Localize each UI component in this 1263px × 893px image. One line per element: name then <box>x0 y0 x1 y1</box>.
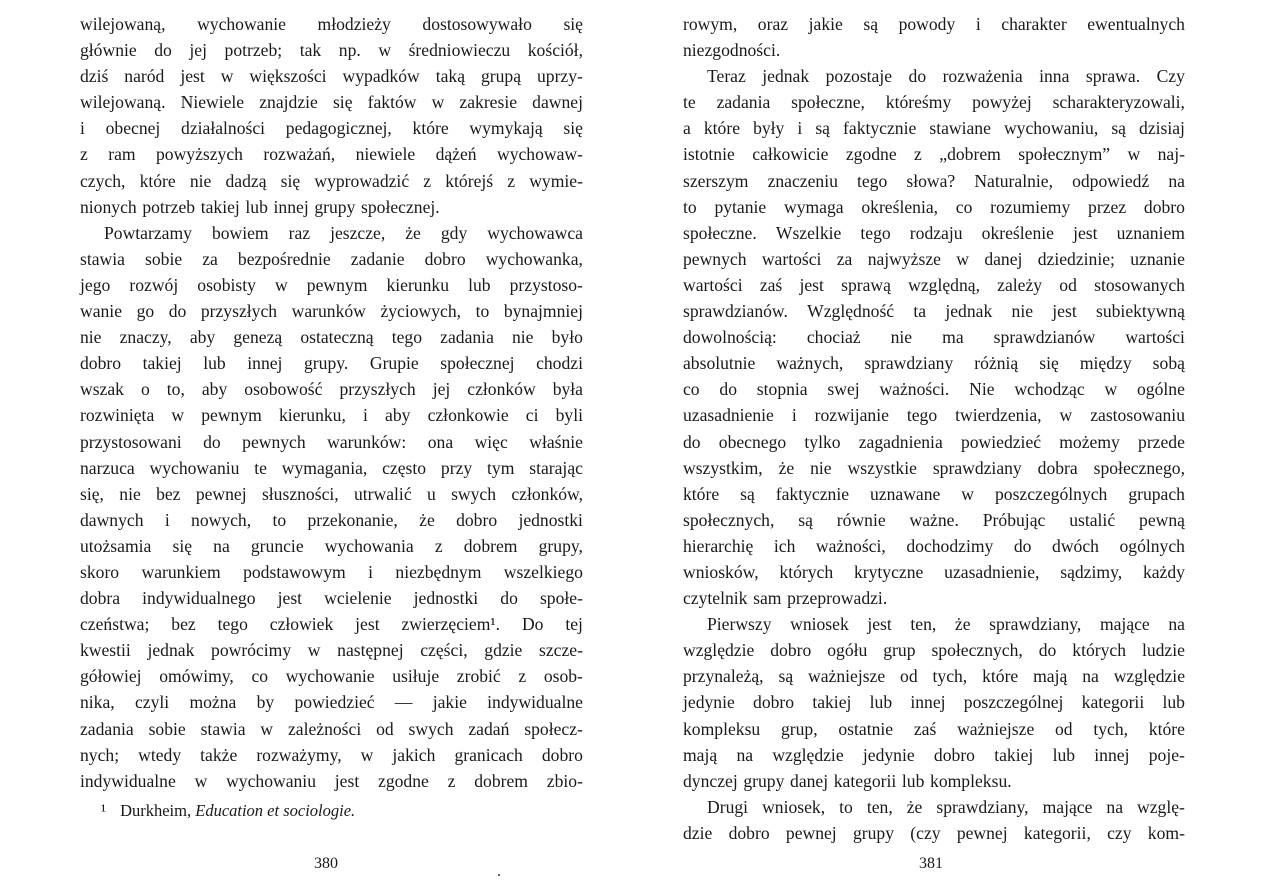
text-line: co do stopnia swej ważności. Nie wchodząc w ogólne <box>683 379 1185 400</box>
left-page-number: 380 <box>314 855 338 872</box>
right-page <box>631 0 1263 893</box>
text-line: Drugi wniosek, to ten, że sprawdziany, mające na wzglę- <box>707 796 1185 817</box>
text-line: Teraz jednak pozostaje do rozważenia inna sprawa. Czy <box>707 66 1185 87</box>
text-line: te zadania społeczne, któreśmy powyżej scharakteryzowali, <box>683 92 1185 113</box>
text-line: sprawdzianów. Względność ta jednak nie jest subiektywną <box>683 301 1185 322</box>
text-line: przynależą, są ważniejsze od tych, które mają na względzie <box>683 666 1185 687</box>
text-line: istotnie całkowicie zgodne z „dobrem społecznym” w naj- <box>683 144 1185 165</box>
text-line: nych; wtedy także rozważymy, w jakich granicach dobro <box>80 744 583 765</box>
text-line: utożsamia się na gruncie wychowania z dobrem grupy, <box>80 535 583 556</box>
text-line: wilejowaną, wychowanie młodzieży dostosowywało się <box>80 14 583 34</box>
footnote-number: ¹ <box>101 801 106 820</box>
text-line: dobra indywidualnego jest wcielenie jednostki do społe- <box>80 588 583 609</box>
text-line: narzuca wychowaniu te wymagania, często przy tym starając <box>80 457 583 478</box>
text-line: czych, które nie dadzą się wyprowadzić z którejś z wymie- <box>80 170 583 191</box>
text-line: Pierwszy wniosek jest ten, że sprawdziany, mające na <box>707 614 1185 635</box>
right-body-text <box>683 11 1185 846</box>
text-line: wszak o to, aby osobowość przyszłych jej członków była <box>80 379 583 400</box>
text-line: skoro warunkiem podstawowym i niezbędnym wszelkiego <box>80 561 583 582</box>
text-line: uzasadnienie i rozwijanie tego twierdzenia, w zastosowaniu <box>683 405 1185 426</box>
text-line: stawia sobie za bezpośrednie zadanie dobro wychowanka, <box>80 248 583 269</box>
text-line: kompleksu grup, ostatnie zaś ważniejsze od tych, które <box>683 718 1185 739</box>
text-line: dziś naród jest w większości wypadków taką grupą uprzy- <box>80 66 583 87</box>
text-line: wszystkim, że nie wszystkie sprawdziany dobra społecznego, <box>683 457 1185 478</box>
left-page <box>0 0 631 893</box>
text-line: hierarchię ich ważności, dochodzimy do dwóch ogólnych <box>683 535 1185 556</box>
text-line: jedynie dobro takiej lub innej poszczególnej kategorii lub <box>683 692 1185 713</box>
text-line: zadania sobie stawia w zależności od swych zadań społecz- <box>80 718 583 739</box>
text-line: społeczne. Wszelkie tego rodzaju określenie jest uznaniem <box>683 222 1185 243</box>
text-line: dawnych i nowych, to przekonanie, że dobro jednostki <box>80 509 583 530</box>
text-line: i obecnej działalności pedagogicznej, które wymykają się <box>80 118 583 139</box>
text-line: jego rozwój osobisty w pewnym kierunku lub przystoso- <box>80 274 583 295</box>
text-line: mają na względzie jedynie dobro takiej lub innej poje- <box>683 744 1185 765</box>
text-line: się, nie bez pewnej słuszności, utrwalić u swych członków, <box>80 483 583 504</box>
text-line: to pytanie wymaga określenia, co rozumiemy przez dobro <box>683 196 1185 217</box>
text-line: względzie dobro ogółu grup społecznych, do których ludzie <box>683 640 1185 661</box>
text-line: kwestii jednak powrócimy w następnej części, gdzie szcze- <box>80 640 583 661</box>
right-page-number: 381 <box>919 855 943 872</box>
text-line: nionych potrzeb takiej lub innej grupy społecznej. <box>80 196 440 217</box>
text-line: dowolnością: chociaż nie ma sprawdzianów wartości <box>683 327 1185 348</box>
text-line: rozwinięta w pewnym kierunku, i aby członkowie ci byli <box>80 405 583 426</box>
text-line: dzie dobro pewnej grupy (czy pewnej kategorii, czy kom- <box>683 822 1185 843</box>
text-line: z ram powyższych rozważań, niewiele dążeń wychowaw- <box>80 144 583 165</box>
text-line: dobro takiej lub innej grupy. Grupie społecznej chodzi <box>80 353 583 374</box>
text-line: czeństwa; bez tego człowiek jest zwierzęciem¹. Do tej <box>80 614 583 635</box>
text-line: a które były i są faktycznie stawiane wychowaniu, są dzisiaj <box>683 118 1185 139</box>
text-line: do obecnego tylko zagadnienia powiedzieć możemy przede <box>683 431 1185 452</box>
text-line: dynczej grupy danej kategorii lub kompleksu. <box>683 770 1012 791</box>
text-line: które są faktycznie uznawane w poszczególnych grupach <box>683 483 1185 504</box>
text-line: Powtarzamy bowiem raz jeszcze, że gdy wychowawca <box>104 222 583 243</box>
text-line: czytelnik sam przeprowadzi. <box>683 588 888 609</box>
scan-speck <box>498 874 500 876</box>
text-line: wilejowaną. Niewiele znajdzie się faktów w zakresie dawnej <box>80 92 583 113</box>
text-line: indywidualne w wychowaniu jest zgodne z dobrem zbio- <box>80 770 583 791</box>
text-line: nie znaczy, aby genezą ostateczną tego zadania nie było <box>80 327 583 348</box>
text-line: gółowiej omówimy, co wychowanie usiłuje zrobić z osob- <box>80 666 583 687</box>
text-line: nika, czyli można by powiedzieć — jakie indywidualne <box>80 692 583 713</box>
left-body-text <box>80 11 583 794</box>
text-line: wanie go do przyszłych warunków życiowych, to bynajmniej <box>80 301 583 322</box>
footnote <box>101 801 355 821</box>
footnote-title: Education et sociologie. <box>195 801 356 820</box>
text-line: wartości zaś jest sprawą względną, zależy od stosowanych <box>683 274 1185 295</box>
text-line: pewnych wartości za najwyższe w danej dziedzinie; uznanie <box>683 248 1185 269</box>
text-line: społecznych, są równie ważne. Próbując ustalić pewną <box>683 509 1185 530</box>
text-line: przystosowani do pewnych warunków: ona więc właśnie <box>80 431 583 452</box>
text-line: szerszym znaczeniu tego słowa? Naturalnie, odpowiedź na <box>683 170 1185 191</box>
text-line: głównie do jej potrzeb; tak np. w średniowieczu kościół, <box>80 40 583 61</box>
footnote-author: Durkheim, <box>120 801 192 820</box>
text-line: absolutnie ważnych, sprawdziany różnią się między sobą <box>683 353 1185 374</box>
text-line: niezgodności. <box>683 40 781 61</box>
text-line: rowym, oraz jakie są powody i charakter ewentualnych <box>683 14 1185 34</box>
text-line: wniosków, których krytyczne uzasadnienie, sądzimy, każdy <box>683 561 1185 582</box>
